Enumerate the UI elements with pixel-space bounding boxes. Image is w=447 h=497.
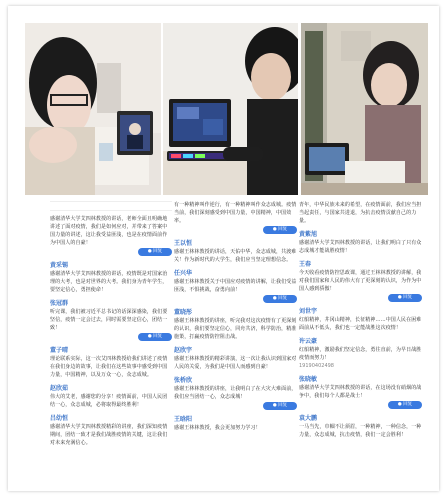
reply-button[interactable]: ● 回复 bbox=[388, 401, 422, 409]
comment bbox=[174, 376, 297, 410]
comment-text: 感谢清华大学艾四林教授精彩的讲座，我们深知疫情期间，团结一致才是我们战胜疫情的关键，这让我们对未来充满信心。 bbox=[50, 424, 168, 446]
comment-text: 感谢清华大学艾四林教授的讲话，让我们明白了只有众志成城才能战胜疫情！ bbox=[299, 240, 422, 254]
comment-text: 感谢王林林教授，我会更加努力学习！ bbox=[174, 425, 261, 431]
photo-boy-computer bbox=[163, 23, 298, 195]
comment-text: 红船精神，井冈山精神，长征精神……中国人民在困难面前从不低头，我们也一定能战胜这次疫情！ bbox=[299, 317, 422, 331]
commenter-name[interactable]: 张冠群 bbox=[50, 300, 69, 307]
commenter-name[interactable]: 董晓彤 bbox=[174, 309, 193, 316]
reply-button[interactable]: ● 回复 bbox=[263, 226, 297, 234]
commenter-name[interactable]: 董子晴 bbox=[50, 347, 69, 354]
comment-text: 感谢清华大学艾四林教授的讲话，老师全面且明确地讲述了面对疫情，我们是如何应对，并带来了答案中国力量的讲述，这让我受益匪浅，也是在疫情面前作为中国人的自豪！ bbox=[50, 216, 168, 246]
commenter-name[interactable]: 赵欣宇 bbox=[174, 347, 193, 354]
reply-button[interactable]: ● 回复 bbox=[388, 294, 422, 302]
comment bbox=[174, 346, 297, 371]
divider bbox=[50, 201, 172, 211]
commenter-name[interactable]: 王晗阳 bbox=[174, 416, 193, 423]
reply-button[interactable]: ● 回复 bbox=[138, 248, 172, 256]
commenter-name[interactable]: 王以恒 bbox=[174, 240, 193, 247]
comment-text: 感谢王林林教授关于中国应对疫情的讲解，让我们受益匪浅，不惧挑战，奋勇向前！ bbox=[174, 279, 297, 293]
comment bbox=[299, 307, 422, 332]
commenter-name[interactable]: 黄紫旭 bbox=[299, 231, 318, 238]
photo-girl-writing bbox=[301, 23, 428, 195]
comment-column-3[interactable] bbox=[299, 201, 422, 484]
comment-text: 一马当先，巾帼不让须眉，一种精神，一种信念，一种力量，众志成城，抗击疫情，我们一定会胜利！ bbox=[299, 424, 422, 438]
comment-text: 感谢王林林教授的精彩讲演，这一次让我认识到国家对人民的关爱，为我们是中国人而感到自豪！ bbox=[174, 356, 297, 370]
comment-text: 听完课，我们被习近平总书记的话深深感染，我们要坚信，疫情一定会过去，同时需要坚定信心，团结一致！ bbox=[50, 309, 168, 331]
reply-button[interactable]: ● 回复 bbox=[263, 402, 297, 410]
commenter-name[interactable]: 王春 bbox=[299, 261, 312, 268]
comment-text: 今天收看疫情防控思政课，通过王林林教授的讲解，我对我们国家和人民的伟大有了更深刻的认识，为作为中国人感到骄傲！ bbox=[299, 270, 422, 292]
commenter-name[interactable]: 赵欣茹 bbox=[50, 385, 69, 392]
photo-boy-computer-image bbox=[163, 23, 298, 195]
photo-girl-writing-image bbox=[301, 23, 428, 195]
commenter-name[interactable]: 黄采锡 bbox=[50, 262, 69, 269]
comment bbox=[299, 230, 422, 255]
comment bbox=[50, 261, 172, 294]
comment-text: 有一种精神叫作逆行，有一种精神叫作众志成城。疫情当前，我们深刻感受到中国力量，中国精神，中国效率。 bbox=[174, 202, 297, 224]
comment-text: 感谢王林林教授的讲座，让我明白了在大灾大难面前，我们应当团结一心，众志成城！ bbox=[174, 386, 297, 400]
reply-button[interactable]: ● 回复 bbox=[263, 295, 297, 303]
comment-column-1[interactable] bbox=[50, 201, 172, 484]
photo-student-laptop bbox=[25, 23, 161, 195]
commenter-name[interactable]: 吕幼恒 bbox=[50, 415, 69, 422]
comment-text: 理论联系实际，这一次艾四林教授给我们讲述了疫情在我们身边的故事，让我们在这些故事中感受到中国力量，中国精神，以及万众一心，众志成城。 bbox=[50, 356, 168, 378]
commenter-name[interactable]: 刘世宇 bbox=[299, 308, 318, 315]
comment-text: 感谢清华大学艾四林教授的讲话，在这场没有硝烟的战争中，我们每个人都是战士！ bbox=[299, 385, 422, 399]
comment bbox=[50, 414, 172, 447]
comment bbox=[174, 239, 297, 264]
commenter-name[interactable]: 袁大鹏 bbox=[299, 415, 318, 422]
comment bbox=[50, 346, 172, 379]
comment-header-block bbox=[50, 201, 172, 256]
commenter-name[interactable]: 张桥欣 bbox=[174, 377, 193, 384]
commenter-name[interactable]: 任兴华 bbox=[174, 270, 193, 277]
reply-button[interactable]: ● 回复 bbox=[138, 333, 172, 341]
comment bbox=[174, 201, 297, 234]
comment-text: 伟大的艾老，感谢您的分享！疫情面前，中国人民团结一心，众志成城，必将取得最终胜利！ bbox=[50, 394, 168, 408]
comment bbox=[174, 415, 297, 432]
comment-text: 感谢清华大学艾四林教授的讲话，疫情既是对国家治理的大考，也是对世界的大考。我们身为青年学生，要坚定信心，勇担使命！ bbox=[50, 271, 168, 293]
comment-id: 19190402498 bbox=[299, 363, 334, 369]
comment bbox=[299, 260, 422, 302]
collage-frame bbox=[8, 6, 439, 491]
comment bbox=[299, 337, 422, 370]
comment bbox=[299, 414, 422, 439]
comment-text: 青年，中华民族未来的希望，在疫情面前，我们应当担当起责任，与国家共进退，为抗击疫情贡献自己的力量。 bbox=[299, 202, 422, 224]
comment bbox=[299, 201, 422, 225]
comment-text: 感谢王林林教授的讲座，听完我对这次疫情有了更深刻的认识，我们要坚定信心，同舟共济，科学防治，精准施策，打赢疫情防控阻击战。 bbox=[174, 318, 297, 340]
commenter-name[interactable]: 许云豪 bbox=[299, 338, 318, 345]
comment-text: 感谢王林林教授的讲话，天佑中华，众志成城，共渡难关！作为新时代的大学生，我们应当坚定理想信念。 bbox=[174, 249, 297, 263]
comment-column-2[interactable] bbox=[174, 201, 297, 484]
comment bbox=[174, 269, 297, 303]
comment bbox=[50, 384, 172, 409]
commenter-name[interactable]: 张晓敏 bbox=[299, 376, 318, 383]
photo-student-laptop-image bbox=[25, 23, 161, 195]
comment bbox=[174, 308, 297, 341]
comment bbox=[50, 299, 172, 341]
comment-text: 红船精神，激励我们坚定信念，勇往直前，为早日战胜疫情而努力！ bbox=[299, 347, 422, 361]
comment bbox=[299, 375, 422, 409]
